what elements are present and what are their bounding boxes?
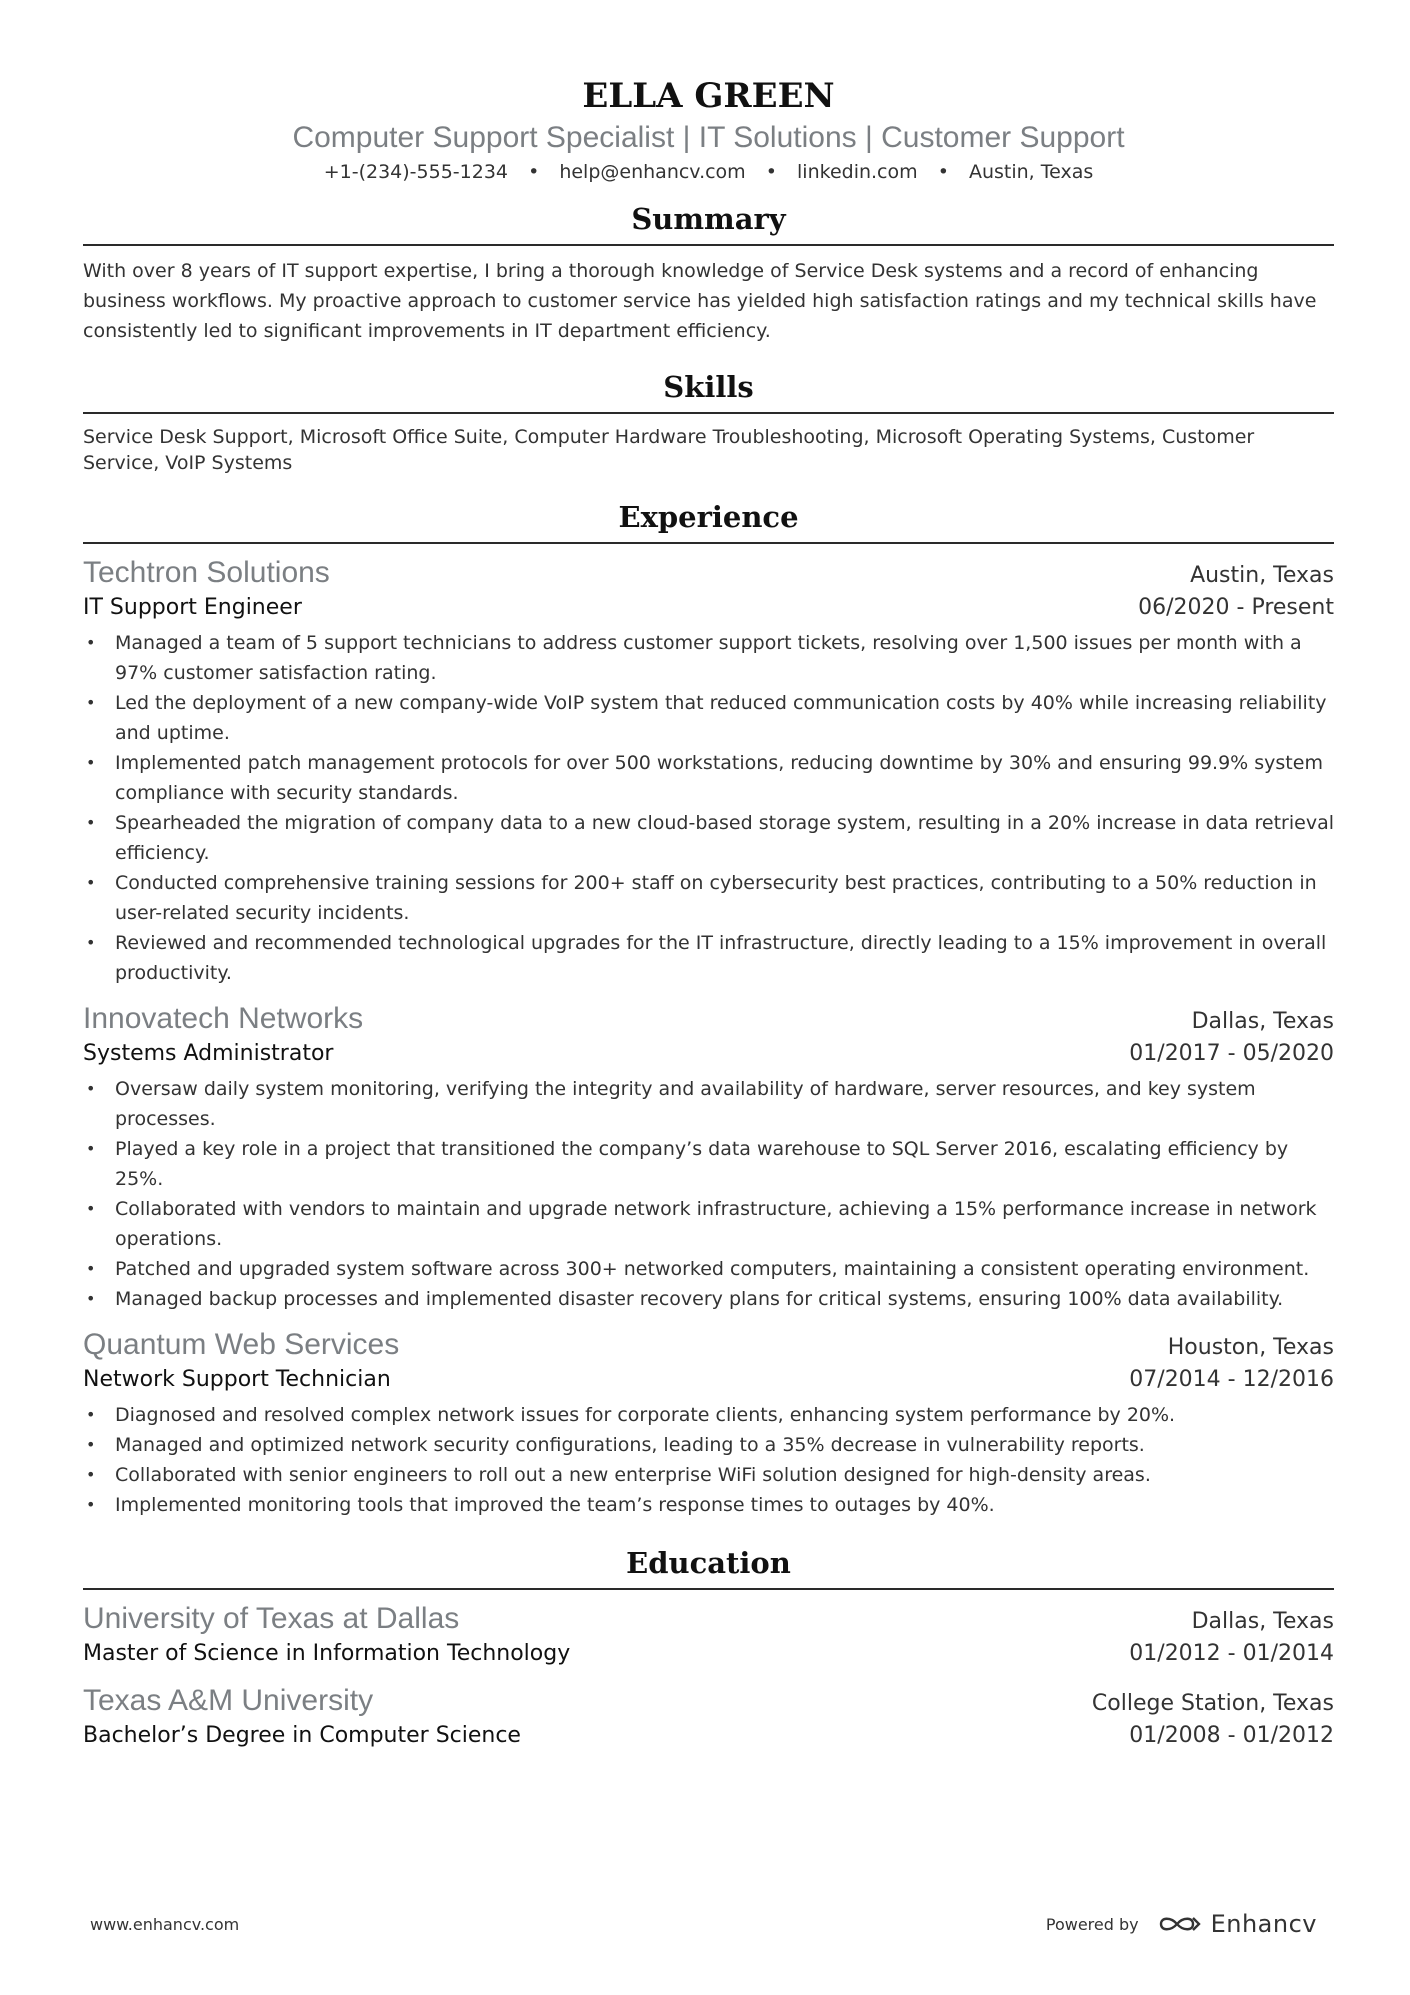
summary-text: With over 8 years of IT support expertise, I bring a thorough knowledge of Service Desk systems and a record of enhancing business workflows. My proactive approach to customer service has yielded high satisfaction ratings and my technical skills have consistently led to significant improvements in IT department efficiency. xyxy=(83,260,1317,342)
achievement-item: • Patched and upgraded system software across 300+ networked computers, maintaining a consistent operating environment. xyxy=(83,1254,1334,1284)
brand-name: Enhancv xyxy=(1210,1910,1317,1938)
education-section xyxy=(83,1544,1334,1752)
degree: Bachelor’s Degree in Computer Science xyxy=(83,1723,521,1748)
summary-section xyxy=(83,200,1334,346)
achievement-item: • Collaborated with senior engineers to roll out a new enterprise WiFi solution designed for high-density areas. xyxy=(83,1460,1334,1490)
experience-section xyxy=(83,498,1334,1520)
powered-by-label: Powered by xyxy=(1045,1914,1139,1934)
job-location: Austin, Texas xyxy=(1190,563,1334,588)
contact-line xyxy=(83,158,1334,186)
achievement-item: • Played a key role in a project that transitioned the company’s data warehouse to SQL Server 2016, escalating efficiency by 25%. xyxy=(83,1134,1334,1194)
separator-dot: • xyxy=(765,161,777,183)
company-name: Quantum Web Services xyxy=(83,1328,400,1361)
section-title-skills: Skills xyxy=(663,370,754,404)
linkedin-link[interactable]: linkedin.com xyxy=(797,161,918,183)
achievement-item: • Managed a team of 5 support technicians to address customer support tickets, resolving over 1,500 issues per month with a 97% customer satisfaction rating. xyxy=(83,628,1334,688)
powered-by xyxy=(1046,1910,1317,1938)
footer-url-link[interactable]: www.enhancv.com xyxy=(90,1914,240,1934)
brand-logo[interactable] xyxy=(1157,1910,1317,1938)
achievement-item: • Diagnosed and resolved complex network issues for corporate clients, enhancing system performance by 20%. xyxy=(83,1400,1334,1430)
education-dates: 01/2008 - 01/2012 xyxy=(1129,1723,1334,1748)
experience-entry xyxy=(83,1000,1334,1314)
achievement-item: • Conducted comprehensive training sessions for 200+ staff on cybersecurity best practices, contributing to a 50% reduction in user-related security incidents. xyxy=(83,868,1334,928)
achievement-list xyxy=(83,1400,1334,1520)
achievement-item: • Managed backup processes and implemented disaster recovery plans for critical systems, ensuring 100% data availability. xyxy=(83,1284,1334,1314)
education-entry xyxy=(83,1682,1334,1752)
job-dates: 07/2014 - 12/2016 xyxy=(1129,1367,1334,1392)
job-dates: 06/2020 - Present xyxy=(1138,595,1334,620)
experience-entry xyxy=(83,1326,1334,1520)
section-divider xyxy=(83,542,1334,544)
section-title-experience: Experience xyxy=(618,500,799,534)
company-name: Innovatech Networks xyxy=(83,1002,364,1035)
achievement-item: • Oversaw daily system monitoring, verifying the integrity and availability of hardware, server resources, and key system processes. xyxy=(83,1074,1334,1134)
section-divider xyxy=(83,244,1334,246)
skills-section xyxy=(83,368,1334,476)
school-location: Dallas, Texas xyxy=(1191,1609,1334,1634)
job-title: Systems Administrator xyxy=(83,1041,334,1066)
achievement-list xyxy=(83,1074,1334,1314)
section-title-education: Education xyxy=(626,1546,791,1580)
skills-text: Service Desk Support, Microsoft Office Suite, Computer Hardware Troubleshooting, Microsoft Operating Systems, Customer Service, VoIP Systems xyxy=(83,426,1255,474)
achievement-item: • Implemented monitoring tools that improved the team’s response times to outages by 40%. xyxy=(83,1490,1334,1520)
phone[interactable]: +1-(234)-555-1234 xyxy=(323,161,509,183)
headline: Computer Support Specialist | IT Solutions | Customer Support xyxy=(292,121,1125,154)
achievement-item: • Reviewed and recommended technological upgrades for the IT infrastructure, directly leading to a 15% improvement in overall productivity. xyxy=(83,928,1334,988)
achievement-list xyxy=(83,628,1334,988)
experience-entry xyxy=(83,554,1334,988)
achievement-item: • Managed and optimized network security configurations, leading to a 35% decrease in vulnerability reports. xyxy=(83,1430,1334,1460)
job-title: IT Support Engineer xyxy=(83,595,302,620)
degree: Master of Science in Information Technology xyxy=(83,1641,571,1666)
school-name: University of Texas at Dallas xyxy=(83,1602,460,1635)
job-location: Dallas, Texas xyxy=(1191,1009,1334,1034)
achievement-item: • Spearheaded the migration of company data to a new cloud-based storage system, resulting in a 20% increase in data retrieval efficiency. xyxy=(83,808,1334,868)
education-entry xyxy=(83,1600,1334,1670)
section-title-summary: Summary xyxy=(631,202,786,236)
separator-dot: • xyxy=(937,161,949,183)
enhancv-logo-icon xyxy=(1157,1912,1203,1936)
job-location: Houston, Texas xyxy=(1167,1335,1334,1360)
achievement-item: • Collaborated with vendors to maintain and upgrade network infrastructure, achieving a 15% performance increase in network operations. xyxy=(83,1194,1334,1254)
job-dates: 01/2017 - 05/2020 xyxy=(1129,1041,1334,1066)
job-title: Network Support Technician xyxy=(83,1367,391,1392)
achievement-item: • Led the deployment of a new company-wide VoIP system that reduced communication costs by 40% while increasing reliability and uptime. xyxy=(83,688,1334,748)
achievement-item: • Implemented patch management protocols for over 500 workstations, reducing downtime by 30% and ensuring 99.9% system compliance with security standards. xyxy=(83,748,1334,808)
company-name: Techtron Solutions xyxy=(83,556,330,589)
section-divider xyxy=(83,1588,1334,1590)
separator-dot: • xyxy=(528,161,540,183)
section-divider xyxy=(83,412,1334,414)
email-link[interactable]: help@enhancv.com xyxy=(559,161,746,183)
education-dates: 01/2012 - 01/2014 xyxy=(1129,1641,1334,1666)
resume-page xyxy=(83,74,1334,1752)
school-location: College Station, Texas xyxy=(1091,1691,1334,1716)
contact-location: Austin, Texas xyxy=(968,161,1094,183)
school-name: Texas A&M University xyxy=(83,1684,374,1717)
page-footer xyxy=(90,1904,1317,1944)
candidate-name: ELLA GREEN xyxy=(582,76,835,116)
